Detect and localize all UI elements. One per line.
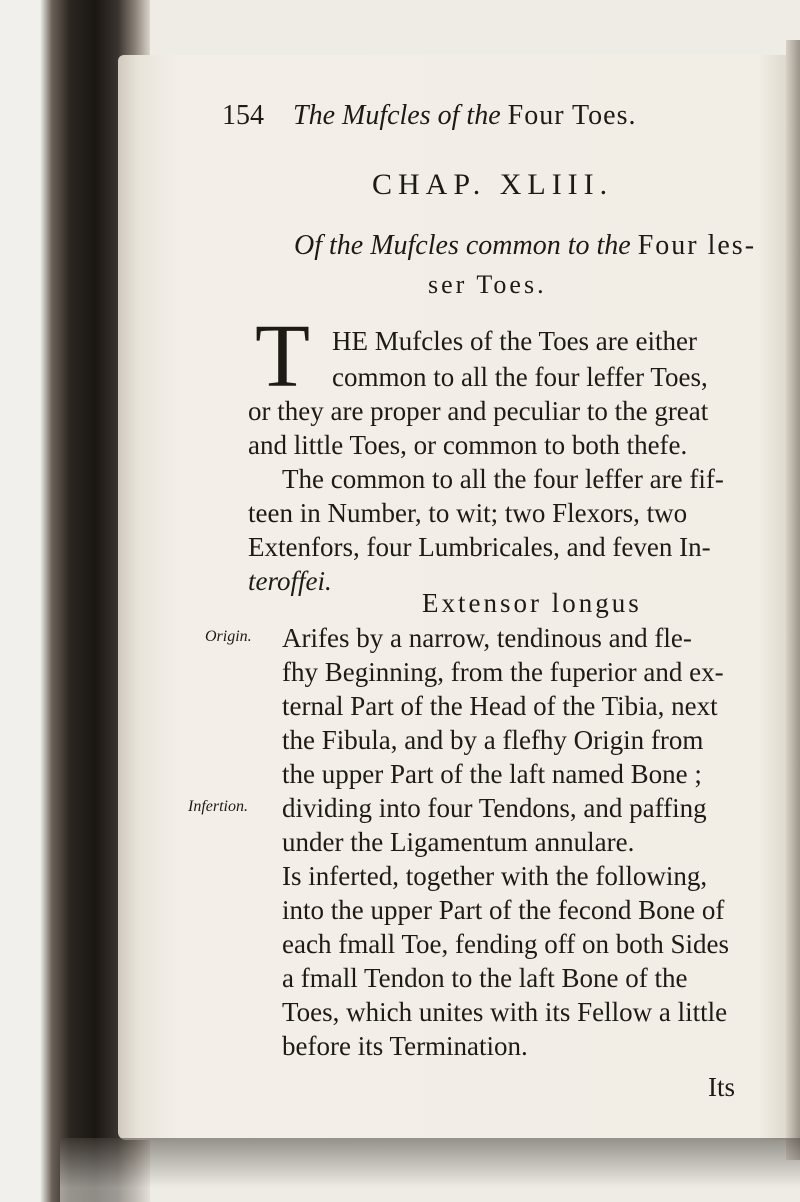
paragraph-line: common to all the four leffer Toes,: [332, 362, 708, 392]
paragraph-line: teen in Number, to wit; two Flexors, two: [248, 498, 688, 528]
section-heading: Extensor longus: [422, 588, 642, 618]
paragraph-line: The common to all the four leffer are fif-: [282, 464, 724, 494]
section-line: the Fibula, and by a flefhy Origin from: [282, 725, 704, 755]
running-head-title: The Mufcles of the: [293, 100, 501, 131]
section-line: a fmall Tendon to the laft Bone of the: [282, 963, 688, 993]
chapter-heading: CHAP. XLIII.: [372, 168, 614, 201]
paragraph-line: Extenfors, four Lumbricales, and feven In-: [248, 532, 711, 562]
running-head-caps: Four Toes.: [507, 100, 637, 131]
chapter-subtitle-line2: ser Toes.: [428, 270, 547, 299]
margin-note-insertion: Infertion.: [188, 798, 248, 815]
section-line: before its Termination.: [282, 1031, 528, 1061]
running-head: [222, 100, 637, 132]
section-line: Is inferted, together with the following,: [282, 861, 708, 891]
section-line: dividing into four Tendons, and paffing: [282, 793, 707, 823]
section-line: fhy Beginning, from the fuperior and ex-: [282, 657, 724, 687]
chapter-subtitle: [294, 230, 756, 262]
page-number: 154: [222, 100, 264, 131]
chapter-subtitle-italic: Of the Mufcles common to the: [294, 230, 631, 261]
drop-cap: T: [255, 307, 310, 406]
catchword: Its: [708, 1072, 735, 1102]
section-line: the upper Part of the laft named Bone ;: [282, 759, 702, 789]
section-line: under the Ligamentum annulare.: [282, 827, 635, 857]
paragraph-line: teroffei.: [248, 566, 332, 596]
paragraph-line: and little Toes, or common to both thefe.: [248, 430, 688, 460]
section-line: each fmall Toe, fending off on both Sides: [282, 929, 730, 959]
margin-note-origin: Origin.: [205, 628, 252, 645]
paragraph-line: HE Mufcles of the Toes are either: [332, 326, 697, 356]
paragraph-line: or they are proper and peculiar to the great: [248, 396, 709, 426]
section-line: Arifes by a narrow, tendinous and fle-: [282, 623, 692, 653]
section-line: into the upper Part of the fecond Bone of: [282, 895, 725, 925]
section-line: ternal Part of the Head of the Tibia, next: [282, 691, 718, 721]
section-line: Toes, which unites with its Fellow a little: [282, 997, 728, 1027]
chapter-subtitle-caps: Four les-: [637, 230, 757, 261]
